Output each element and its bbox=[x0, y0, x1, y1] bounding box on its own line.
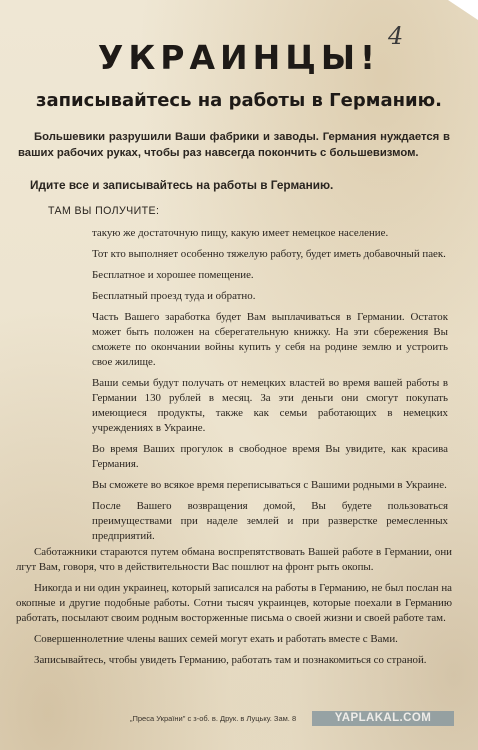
call-to-action: Идите все и записывайтесь на работы в Германию. bbox=[30, 178, 334, 192]
benefit-item: Вы сможете во всякое время переписываться с Вашими родными в Украине. bbox=[92, 479, 447, 491]
benefit-item: После Вашего возвращения домой, Вы будете пользоваться преимуществами при наделе землей и при разверстке ремесленных предприятий. bbox=[92, 500, 448, 542]
benefit-item: такую же достаточную пищу, какую имеет немецкое население. bbox=[92, 227, 389, 239]
benefit-item: Часть Вашего заработка будет Вам выплачиваться в Германии. Остаток может быть положен на сберегательную книжку. На эти сбережения Вы сможете по окончании войны купить у себя на родине землю и устроить свое жилище. bbox=[92, 311, 448, 368]
poster-title: УКРАИНЦЫ! bbox=[97, 38, 381, 77]
closing-paragraph: Совершеннолетние члены ваших семей могут ехать и работать вместе с Вами. bbox=[34, 633, 398, 645]
benefit-item: Бесплатное и хорошее помещение. bbox=[92, 269, 254, 281]
intro-paragraph: Большевики разрушили Ваши фабрики и заводы. Германия нуждается в ваших рабочих руках, чтобы раз навсегда покончить с большевизмом. bbox=[18, 131, 450, 159]
torn-corner bbox=[448, 0, 478, 20]
benefits-heading: ТАМ ВЫ ПОЛУЧИТЕ: bbox=[48, 205, 160, 217]
closing-paragraph: Записывайтесь, чтобы увидеть Германию, работать там и познакомиться со страной. bbox=[34, 654, 427, 666]
handwritten-number: 4 bbox=[388, 22, 404, 50]
benefits-list bbox=[92, 226, 448, 550]
printer-imprint: „Преса України" с з-об. в. Друк. в Луцьку. Зам. 8 bbox=[130, 714, 297, 723]
closing-section bbox=[16, 545, 452, 674]
closing-paragraph: Никогда и ни один украинец, который записался на работы в Германию, не был послан на окопные и другие подобные работы. Сотни тысяч украинцев, которые поехали в Германию работать, посылают своим родным восторженные письма о своей жизни и своей работе там. bbox=[16, 582, 452, 624]
site-watermark: YAPLAKAL.COM bbox=[312, 711, 454, 726]
benefit-item: Во время Ваших прогулок в свободное время Вы увидите, как красива Германия. bbox=[92, 443, 448, 470]
benefit-item: Ваши семьи будут получать от немецких властей во время вашей работы в Германии 130 рублей в месяц. За эти деньги они смогут покупать имеющиеся продукты, также как семьи работающих в немецких учреждениях в Украине. bbox=[92, 377, 448, 434]
poster-subtitle: записывайтесь на работы в Германию. bbox=[36, 90, 442, 111]
benefit-item: Бесплатный проезд туда и обратно. bbox=[92, 290, 256, 302]
benefit-item: Тот кто выполняет особенно тяжелую работу, будет иметь добавочный паек. bbox=[92, 248, 446, 260]
closing-paragraph: Саботажники стараются путем обмана воспрепятствовать Вашей работе в Германии, они лгут Вам, говоря, что в действительности Вас пошлют на фронт рыть окопы. bbox=[16, 546, 452, 573]
